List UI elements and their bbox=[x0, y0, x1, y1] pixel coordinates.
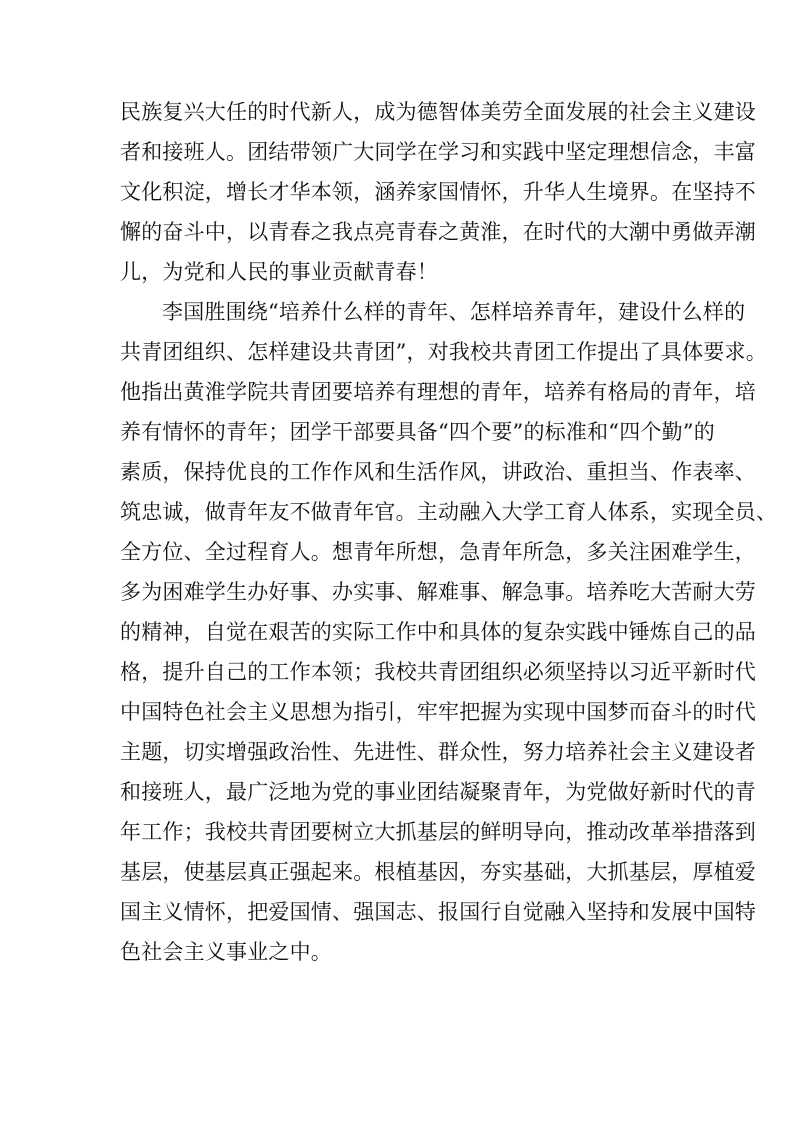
text-line: 基层，使基层真正强起来。根植基因，夯实基础，大抓基层，厚植爱 bbox=[120, 860, 756, 884]
text-line: 的精神，自觉在艰苦的实际工作中和具体的复杂实践中锤炼自己的品 bbox=[120, 620, 756, 644]
text-line: 文化积淀，增长才华本领，涵养家国情怀，升华人生境界。在坚持不 bbox=[120, 180, 756, 204]
text-line: 年工作；我校共青团要树立大抓基层的鲜明导向，推动改革举措落到 bbox=[120, 820, 756, 844]
text-line: 民族复兴大任的时代新人，成为德智体美劳全面发展的社会主义建设 bbox=[120, 100, 756, 124]
text-line: 共青团组织、怎样建设共青团”，对我校共青团工作提出了具体要求。 bbox=[120, 340, 767, 364]
paragraph-1 bbox=[120, 92, 756, 292]
paragraph-2 bbox=[120, 292, 778, 972]
text-line: 国主义情怀，把爱国情、强国志、报国行自觉融入坚持和发展中国特 bbox=[120, 900, 756, 924]
text-line: 格，提升自己的工作本领；我校共青团组织必须坚持以习近平新时代 bbox=[120, 660, 756, 684]
text-line: 懈的奋斗中，以青春之我点亮青春之黄淮，在时代的大潮中勇做弄潮 bbox=[120, 220, 756, 244]
text-line: 养有情怀的青年；团学干部要具备“四个要”的标准和“四个勤”的 bbox=[120, 420, 715, 444]
text-line: 筑忠诚，做青年友不做青年官。主动融入大学工育人体系，实现全员、 bbox=[120, 500, 778, 524]
text-line: 他指出黄淮学院共青团要培养有理想的青年，培养有格局的青年，培 bbox=[120, 380, 756, 404]
text-line: 儿，为党和人民的事业贡献青春！ bbox=[120, 260, 438, 284]
text-line: 素质，保持优良的工作作风和生活作风，讲政治、重担当、作表率、 bbox=[120, 460, 756, 484]
text-line: 者和接班人。团结带领广大同学在学习和实践中坚定理想信念，丰富 bbox=[120, 140, 756, 164]
body-text bbox=[120, 92, 778, 972]
text-line: 多为困难学生办好事、办实事、解难事、解急事。培养吃大苦耐大劳 bbox=[120, 580, 756, 604]
text-line: 全方位、全过程育人。想青年所想，急青年所急，多关注困难学生， bbox=[120, 540, 756, 564]
text-line: 主题，切实增强政治性、先进性、群众性，努力培养社会主义建设者 bbox=[120, 740, 756, 764]
text-line: 色社会主义事业之中。 bbox=[120, 940, 332, 964]
text-line: 李国胜围绕“培养什么样的青年、怎样培养青年，建设什么样的 bbox=[162, 300, 746, 324]
text-line: 和接班人，最广泛地为党的事业团结凝聚青年，为党做好新时代的青 bbox=[120, 780, 756, 804]
text-line: 中国特色社会主义思想为指引，牢牢把握为实现中国梦而奋斗的时代 bbox=[120, 700, 756, 724]
